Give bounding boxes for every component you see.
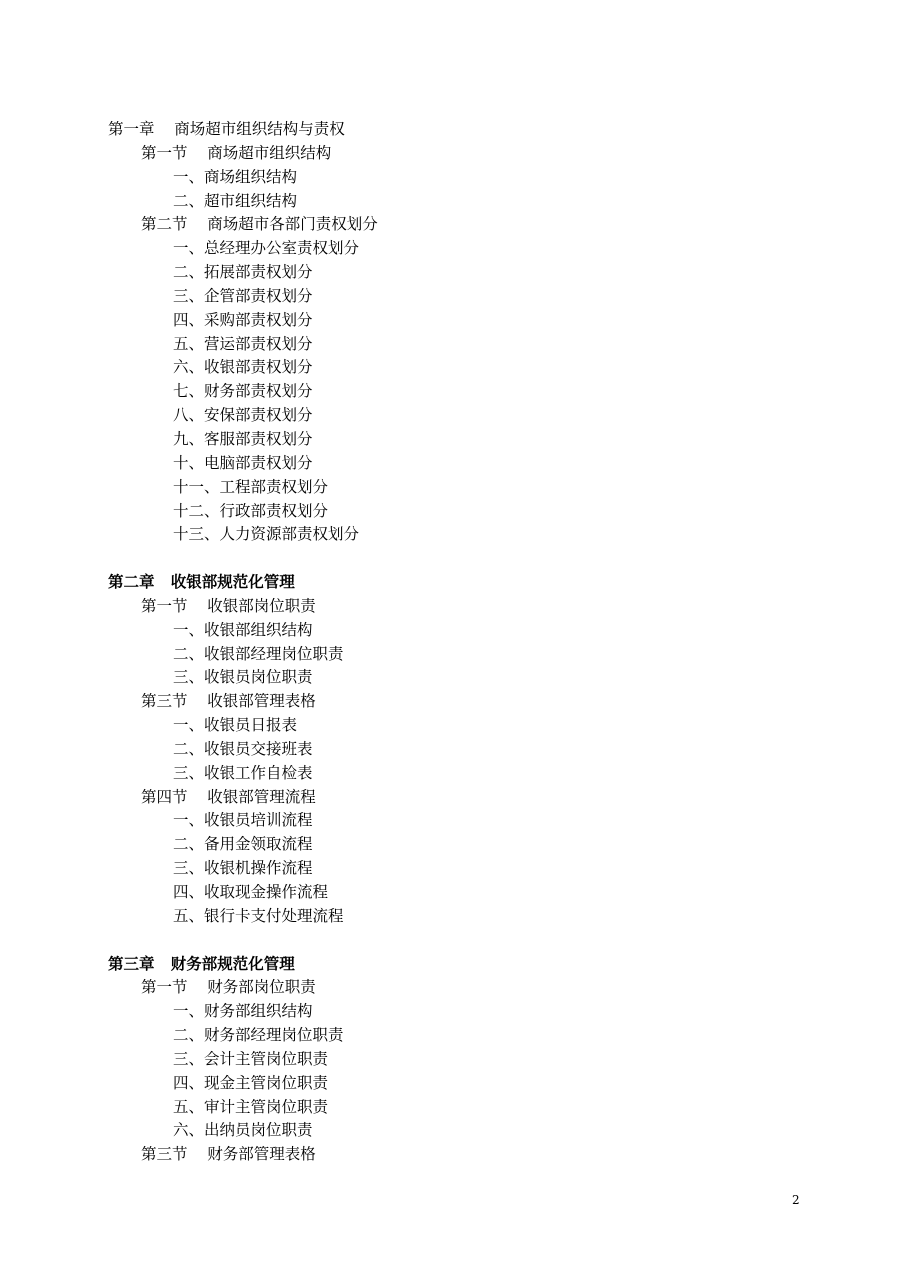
- toc-item: 十三、人力资源部责权划分: [173, 525, 360, 544]
- toc-item: 八、安保部责权划分: [173, 406, 313, 425]
- section-title: 第四节 收银部管理流程: [141, 787, 316, 806]
- section-title: 第一节 商场超市组织结构: [141, 143, 332, 162]
- toc-item: 四、收取现金操作流程: [173, 883, 329, 901]
- toc-item: 一、收银员日报表: [173, 716, 298, 735]
- toc-item: 十、电脑部责权划分: [173, 453, 313, 472]
- table-of-contents: [108, 118, 808, 1167]
- toc-item: 二、财务部经理岗位职责: [173, 1026, 344, 1045]
- toc-item: 二、收银员交接班表: [173, 739, 313, 758]
- chapter-title: 第三章 财务部规范化管理: [108, 954, 295, 973]
- section-title: 第一节 财务部岗位职责: [141, 978, 316, 997]
- toc-item: 三、会计主管岗位职责: [173, 1049, 329, 1068]
- spacer: [108, 547, 808, 571]
- toc-item: 二、拓展部责权划分: [173, 263, 313, 282]
- toc-item: 三、收银员岗位职责: [173, 668, 313, 687]
- toc-item: 五、审计主管岗位职责: [173, 1097, 329, 1116]
- toc-item: 十二、行政部责权划分: [173, 501, 329, 520]
- toc-item: 六、收银部责权划分: [173, 358, 313, 377]
- page-number: 2: [792, 1193, 800, 1207]
- section-title: 第三节 收银部管理表格: [141, 692, 316, 711]
- section-title: 第三节 财务部管理表格: [141, 1145, 316, 1164]
- chapter-title: 第一章 商场超市组织结构与责权: [108, 120, 345, 138]
- toc-item: 一、收银员培训流程: [173, 811, 313, 830]
- toc-item: 九、客服部责权划分: [173, 429, 313, 448]
- toc-item: 一、商场组织结构: [173, 167, 298, 186]
- toc-item: 三、企管部责权划分: [173, 286, 313, 305]
- section-title: 第二节 商场超市各部门责权划分: [141, 215, 378, 234]
- chapter-title: 第二章 收银部规范化管理: [108, 573, 295, 592]
- toc-item: 四、采购部责权划分: [173, 310, 313, 329]
- toc-item: 三、收银机操作流程: [173, 859, 313, 878]
- toc-item: 二、超市组织结构: [173, 191, 298, 210]
- toc-item: 五、营运部责权划分: [173, 334, 313, 353]
- toc-item: 七、财务部责权划分: [173, 382, 313, 401]
- spacer: [108, 929, 808, 953]
- toc-item: 五、银行卡支付处理流程: [173, 906, 344, 925]
- toc-item: 二、备用金领取流程: [173, 835, 313, 854]
- toc-item: 四、现金主管岗位职责: [173, 1073, 329, 1092]
- toc-item: 二、收银部经理岗位职责: [173, 644, 344, 663]
- toc-item: 三、收银工作自检表: [173, 763, 313, 782]
- toc-item: 一、收银部组织结构: [173, 620, 313, 639]
- section-title: 第一节 收银部岗位职责: [141, 596, 316, 615]
- toc-item: 一、财务部组织结构: [173, 1002, 313, 1021]
- toc-item: 六、出纳员岗位职责: [173, 1121, 313, 1140]
- toc-item: 一、总经理办公室责权划分: [173, 239, 360, 258]
- toc-item: 十一、工程部责权划分: [173, 477, 329, 496]
